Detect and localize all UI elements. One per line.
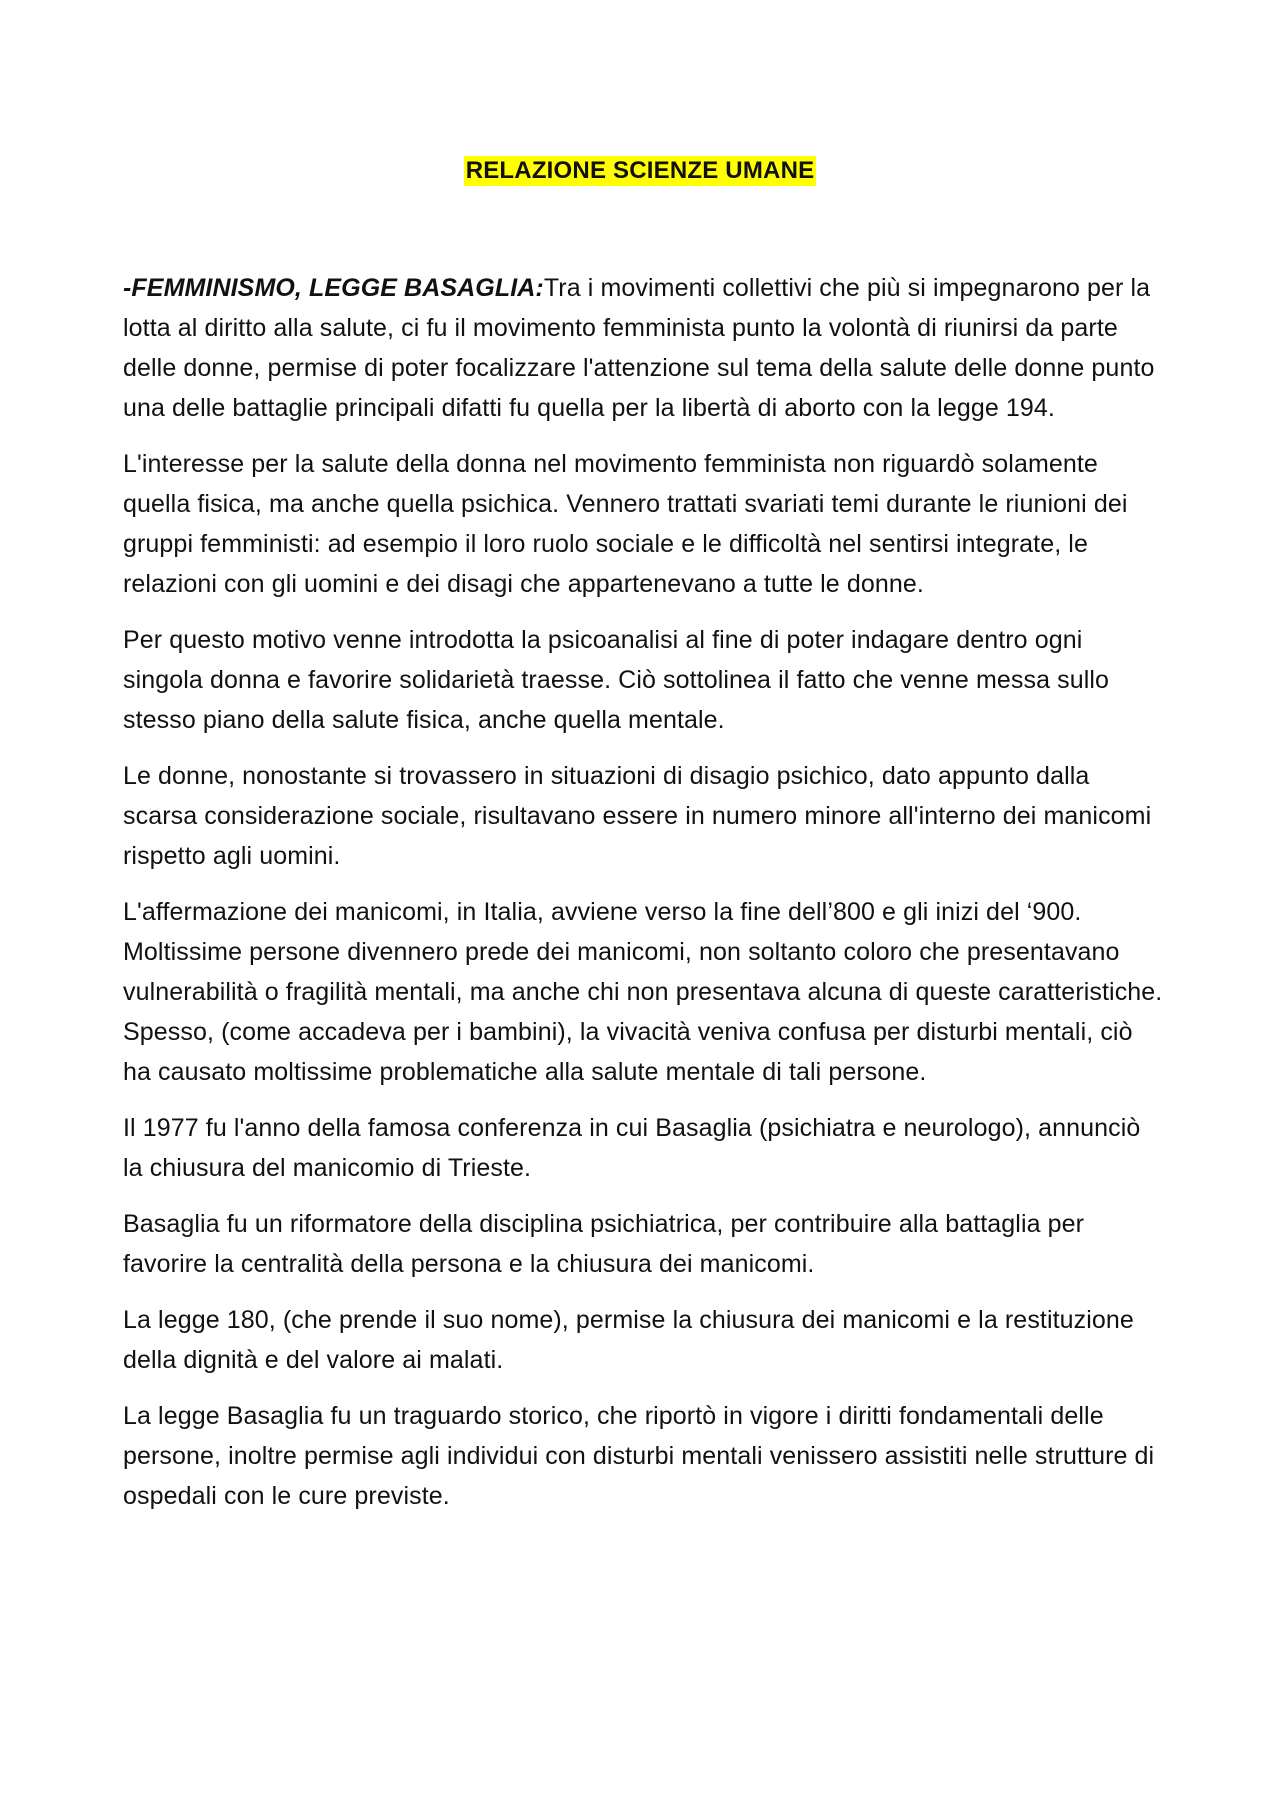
title-container bbox=[0, 156, 1280, 186]
document-body bbox=[123, 268, 1163, 1532]
paragraph-3: Per questo motivo venne introdotta la psicoanalisi al fine di poter indagare dentro ogni singola donna e favorire solidarietà traesse. Ciò sottolinea il fatto che venne messa sullo stesso piano della salute fisica, anche quella mentale. bbox=[123, 626, 1110, 734]
section-label: -FEMMINISMO, LEGGE BASAGLIA: bbox=[123, 274, 544, 302]
paragraph-9: La legge Basaglia fu un traguardo storico, che riportò in vigore i diritti fondamentali delle persone, inoltre permise agli individui con disturbi mentali venissero assistiti nelle strutture di ospedali con le cure previste. bbox=[123, 1402, 1155, 1510]
paragraph-1-text: Tra i movimenti collettivi che più si impegnarono per la lotta al diritto alla salute, ci fu il movimento femminista punto la volontà di riunirsi da parte delle donne, permise di poter focalizzare l'attenzione sul tema della salute delle donne punto una delle battaglie principali difatti fu quella per la libertà di aborto con la legge 194. bbox=[123, 274, 1155, 422]
paragraph-1 bbox=[123, 268, 1163, 428]
document-title: RELAZIONE SCIENZE UMANE bbox=[465, 157, 815, 184]
paragraph-4: Le donne, nonostante si trovassero in situazioni di disagio psichico, dato appunto dalla scarsa considerazione sociale, risultavano essere in numero minore all'interno dei manicomi rispetto agli uomini. bbox=[123, 762, 1152, 870]
paragraph-8: La legge 180, (che prende il suo nome), permise la chiusura dei manicomi e la restituzione della dignità e del valore ai malati. bbox=[123, 1306, 1134, 1374]
paragraph-5: L'affermazione dei manicomi, in Italia, avviene verso la fine dell’800 e gli inizi del ‘900. Moltissime persone divennero prede dei manicomi, non soltanto coloro che presentavano vulnerabilità o fragilità mentali, ma anche chi non presentava alcuna di queste caratteristiche. Spesso, (come accadeva per i bambini), la vivacità veniva confusa per disturbi mentali, ciò ha causato moltissime problematiche alla salute mentale di tali persone. bbox=[123, 898, 1163, 1086]
paragraph-2: L'interesse per la salute della donna nel movimento femminista non riguardò solamente quella fisica, ma anche quella psichica. Vennero trattati svariati temi durante le riunioni dei gruppi femministi: ad esempio il loro ruolo sociale e le difficoltà nel sentirsi integrate, le relazioni con gli uomini e dei disagi che appartenevano a tutte le donne. bbox=[123, 450, 1128, 598]
paragraph-6: Il 1977 fu l'anno della famosa conferenza in cui Basaglia (psichiatra e neurologo), annunciò la chiusura del manicomio di Trieste. bbox=[123, 1114, 1141, 1182]
paragraph-7: Basaglia fu un riformatore della disciplina psichiatrica, per contribuire alla battaglia per favorire la centralità della persona e la chiusura dei manicomi. bbox=[123, 1210, 1085, 1278]
